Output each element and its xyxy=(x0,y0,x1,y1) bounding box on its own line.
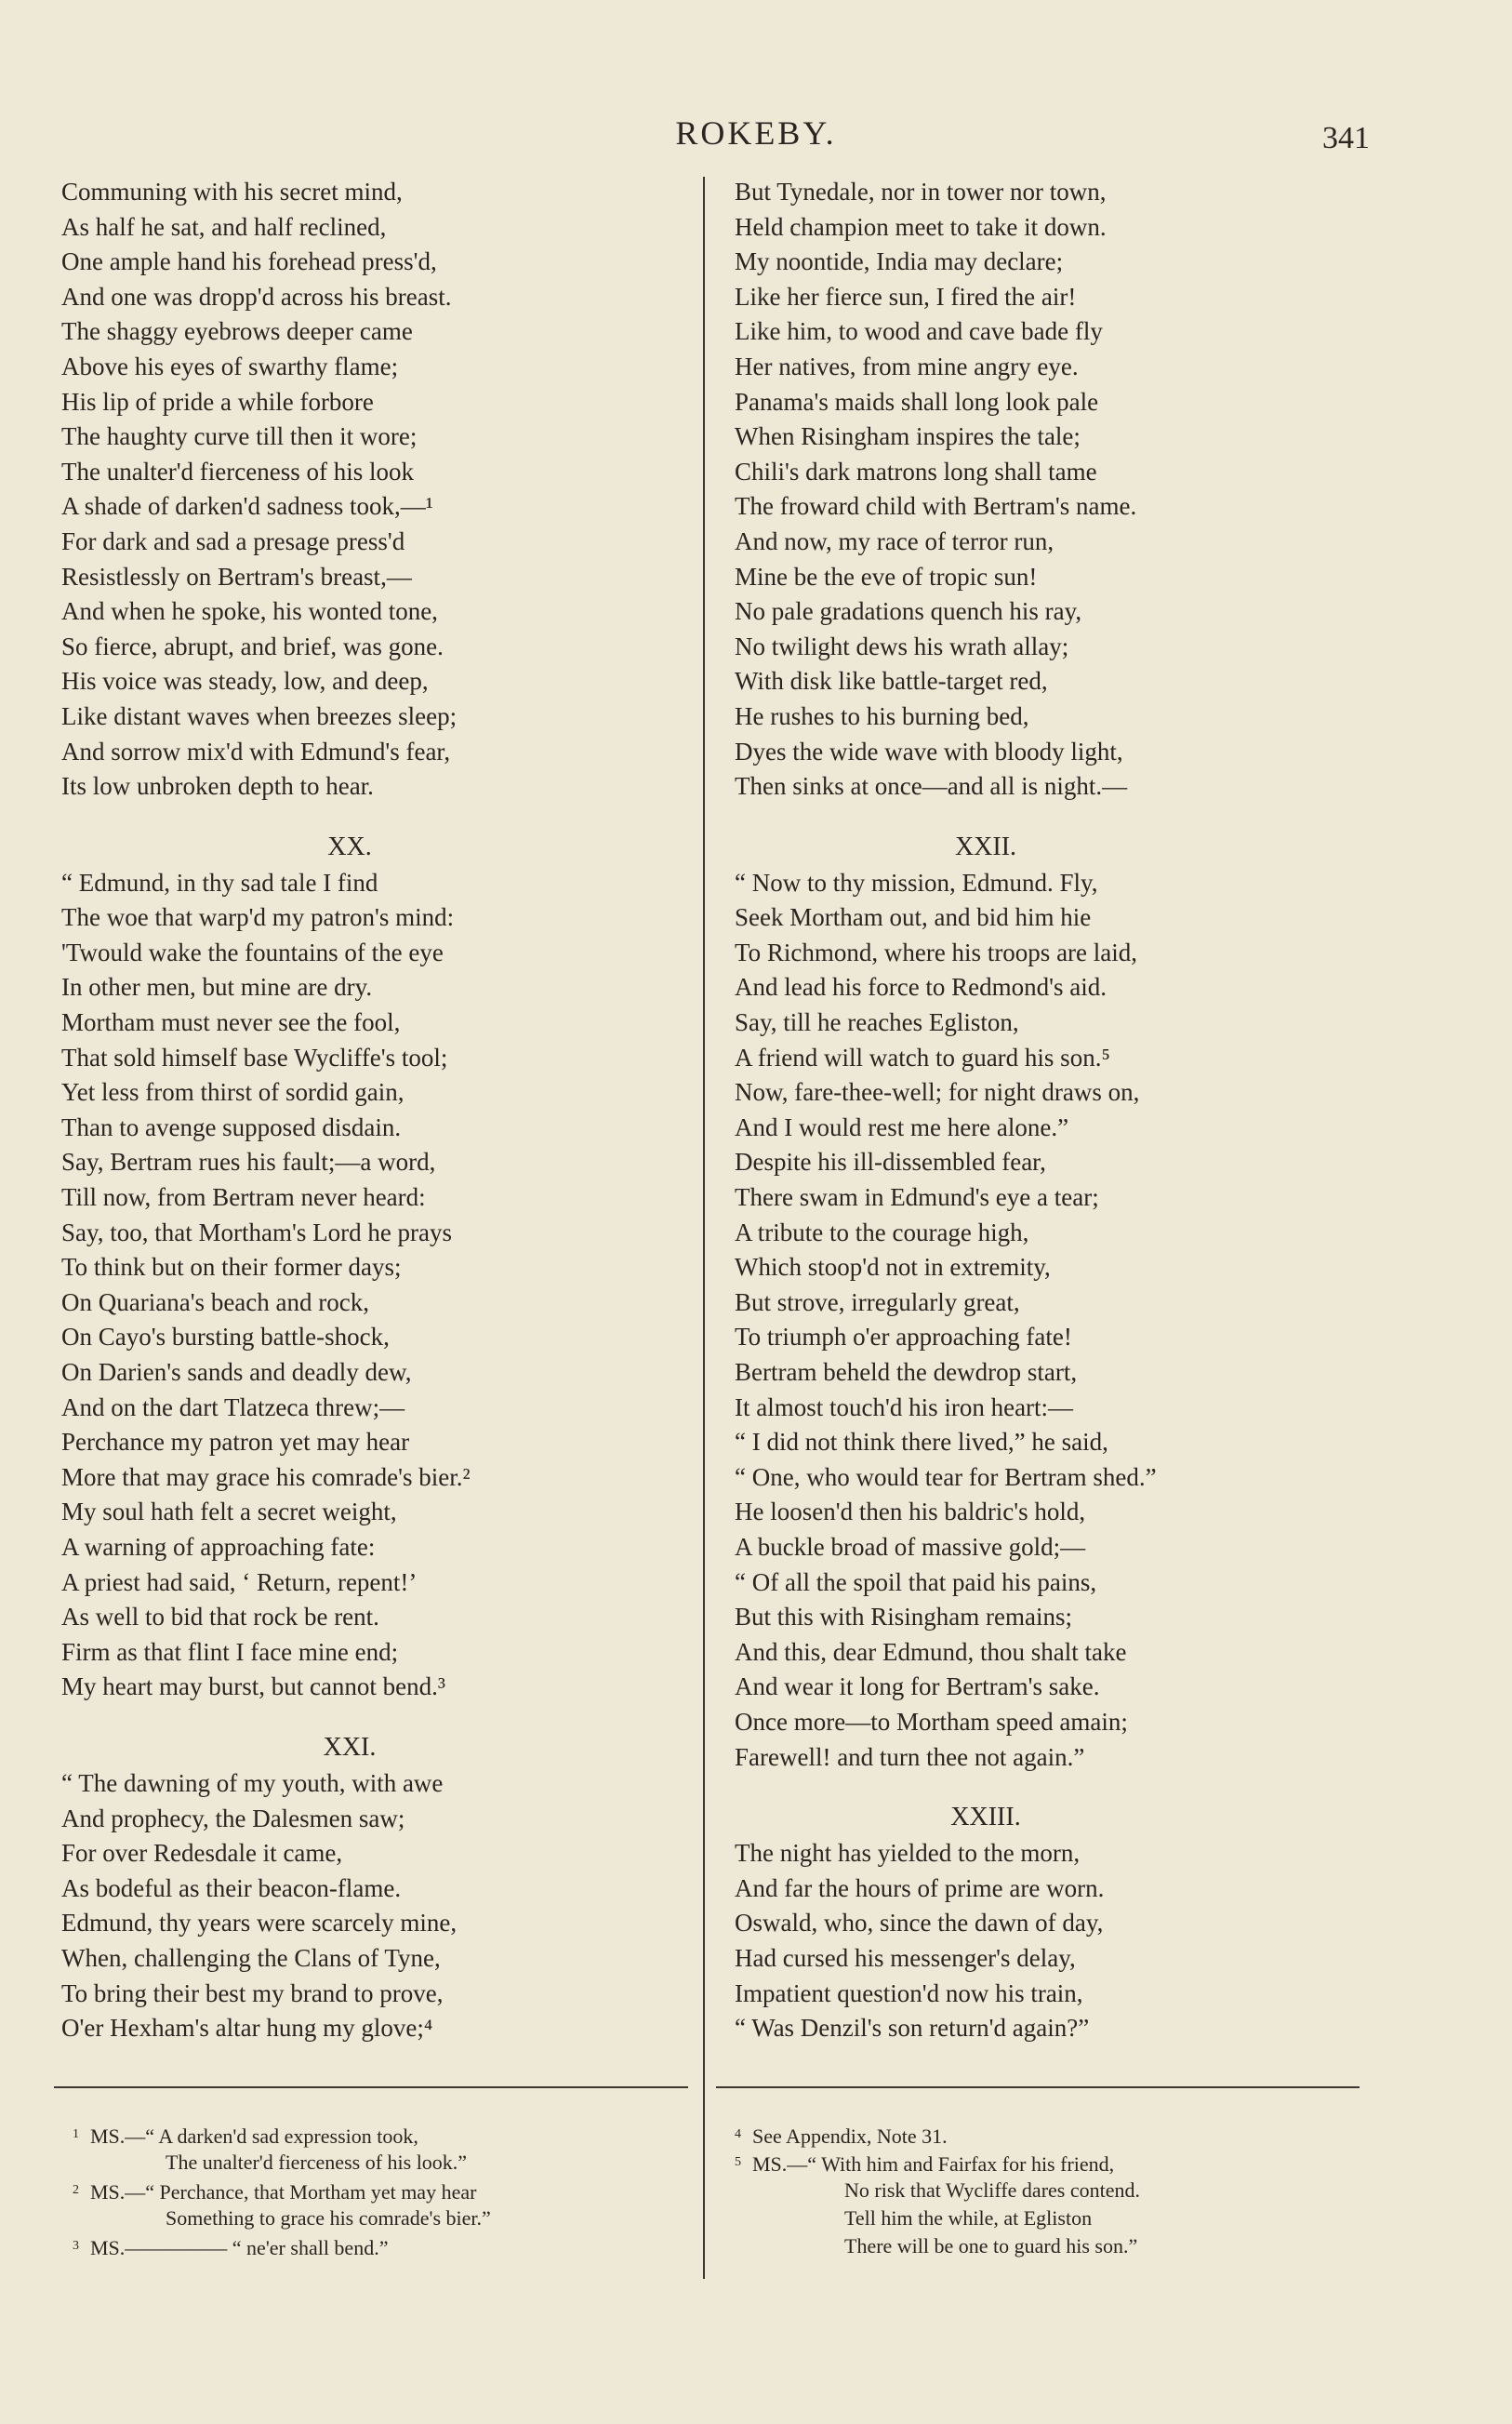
poem-line: And far the hours of prime are worn. xyxy=(735,1873,1105,1902)
poem-line: Bertram beheld the dewdrop start, xyxy=(735,1358,1078,1386)
stanza-number: XX. xyxy=(327,832,372,861)
poem-line: As well to bid that rock be rent. xyxy=(61,1603,379,1632)
poem-line: His voice was steady, low, and deep, xyxy=(61,667,429,696)
footnote-marker: 2 xyxy=(73,2183,79,2197)
poem-line: “ Now to thy mission, Edmund. Fly, xyxy=(735,868,1098,897)
poem-line: There swam in Edmund's eye a tear; xyxy=(735,1183,1099,1212)
poem-lines xyxy=(61,175,694,805)
poem-line: Mine be the eve of tropic sun! xyxy=(735,562,1038,591)
poem-line: More that may grace his comrade's bier.² xyxy=(61,1462,471,1491)
poem-line: So fierce, abrupt, and brief, was gone. xyxy=(61,632,444,660)
footnote-marker: 5 xyxy=(735,2155,741,2169)
footnote-text: MS.—“ With him and Fairfax for his friend, xyxy=(752,2152,1115,2176)
footnote-text: Something to grace his comrade's bier.” xyxy=(166,2206,491,2230)
poem-line: On Quariana's beach and rock, xyxy=(61,1287,369,1316)
stanza-xx xyxy=(61,829,694,1705)
poem-line: And lead his force to Redmond's aid. xyxy=(735,973,1107,1002)
footnote-text: MS.————— “ ne'er shall bend.” xyxy=(90,2236,389,2259)
footnote-3 xyxy=(73,2232,686,2260)
poem-line: The woe that warp'd my patron's mind: xyxy=(61,903,455,932)
poem-line: For over Redesdale it came, xyxy=(61,1839,343,1868)
poem-line: Say, Bertram rues his fault;—a word, xyxy=(61,1148,436,1177)
poem-line: “ Of all the spoil that paid his pains, xyxy=(735,1567,1097,1596)
poem-line: Till now, from Bertram never heard: xyxy=(61,1183,426,1212)
footnote-2 xyxy=(73,2177,686,2204)
left-column xyxy=(61,175,694,2046)
poem-line: Panama's maids shall long look pale xyxy=(735,387,1099,416)
footnotes-right xyxy=(735,2121,1367,2260)
poem-line: And sorrow mix'd with Edmund's fear, xyxy=(61,737,451,766)
page-header xyxy=(0,113,1512,160)
footnote-text: No risk that Wycliffe dares contend. xyxy=(844,2178,1140,2202)
poem-line: That sold himself base Wycliffe's tool; xyxy=(61,1043,448,1072)
poem-line: My heart may burst, but cannot bend.³ xyxy=(61,1672,446,1701)
poem-line: My noontide, India may declare; xyxy=(735,247,1064,276)
poem-line: On Darien's sands and deadly dew, xyxy=(61,1358,412,1386)
footnote-text: The unalter'd fierceness of his look.” xyxy=(166,2151,468,2174)
poem-line: As half he sat, and half reclined, xyxy=(61,212,387,241)
poem-line: “ I did not think there lived,” he said, xyxy=(735,1428,1108,1457)
poem-line: It almost touch'd his iron heart:— xyxy=(735,1392,1074,1421)
poem-line: One ample hand his forehead press'd, xyxy=(61,247,437,276)
poem-line: Perchance my patron yet may hear xyxy=(61,1428,410,1457)
poem-line: Yet less from thirst of sordid gain, xyxy=(61,1078,405,1107)
footnote-4 xyxy=(735,2121,1367,2149)
poem-line: And now, my race of terror run, xyxy=(735,526,1054,555)
poem-line: Oswald, who, since the dawn of day, xyxy=(735,1909,1104,1938)
poem-line: And on the dart Tlatzeca threw;— xyxy=(61,1392,405,1421)
poem-line: A warning of approaching fate: xyxy=(61,1532,376,1561)
poem-line: And this, dear Edmund, thou shalt take xyxy=(735,1637,1127,1666)
poem-line: A buckle broad of massive gold;— xyxy=(735,1532,1086,1561)
poem-line: But Tynedale, nor in tower nor town, xyxy=(735,178,1107,206)
stanza-gap xyxy=(61,805,694,829)
poem-line: Above his eyes of swarthy flame; xyxy=(61,352,399,380)
poem-line: To bring their best my brand to prove, xyxy=(61,1978,444,2007)
poem-line: And I would rest me here alone.” xyxy=(735,1112,1069,1141)
poem-line: 'Twould wake the fountains of the eye xyxy=(61,938,444,966)
footnote-rule xyxy=(716,2086,1359,2088)
poem-line: Communing with his secret mind, xyxy=(61,178,403,206)
poem-line: To Richmond, where his troops are laid, xyxy=(735,938,1138,966)
poem-line: Like her fierce sun, I fired the air! xyxy=(735,282,1077,311)
poem-line: And when he spoke, his wonted tone, xyxy=(61,597,438,626)
poem-line: The night has yielded to the morn, xyxy=(735,1839,1081,1868)
poem-line: No pale gradations quench his ray, xyxy=(735,597,1082,626)
poem-line: Edmund, thy years were scarcely mine, xyxy=(61,1909,458,1938)
poem-line: “ Edmund, in thy sad tale I find xyxy=(61,868,378,897)
stanza-gap xyxy=(735,1775,1441,1799)
poem-line: Than to avenge supposed disdain. xyxy=(61,1112,402,1141)
right-column xyxy=(735,175,1441,2046)
poem-line: Say, till he reaches Egliston, xyxy=(735,1008,1019,1037)
footnote-text: MS.—“ Perchance, that Mortham yet may hear xyxy=(90,2180,477,2204)
poem-line: “ Was Denzil's son return'd again?” xyxy=(735,2014,1090,2043)
poem-line: A priest had said, ‘ Return, repent!’ xyxy=(61,1567,418,1596)
poem-line: He rushes to his burning bed, xyxy=(735,701,1029,730)
poem-line: When, challenging the Clans of Tyne, xyxy=(61,1943,441,1972)
footnote-marker: 4 xyxy=(735,2127,741,2141)
page-number: 341 xyxy=(1322,121,1370,155)
poem-line: To think but on their former days; xyxy=(61,1253,402,1282)
column-divider xyxy=(703,177,705,2279)
poem-line: Firm as that flint I face mine end; xyxy=(61,1637,399,1666)
poem-line: In other men, but mine are dry. xyxy=(61,973,373,1002)
poem-line: Now, fare-thee-well; for night draws on, xyxy=(735,1078,1140,1107)
poem-line: Which stoop'd not in extremity, xyxy=(735,1253,1051,1282)
poem-line: As bodeful as their beacon-flame. xyxy=(61,1873,402,1902)
poem-line: Then sinks at once—and all is night.— xyxy=(735,772,1128,801)
stanza-number: XXII. xyxy=(954,832,1017,861)
poem-line: With disk like battle-target red, xyxy=(735,667,1048,696)
poem-line: Impatient question'd now his train, xyxy=(735,1978,1083,2007)
poem-line: Mortham must never see the fool, xyxy=(61,1008,401,1037)
footnotes-left xyxy=(73,2121,686,2260)
poem-line: Dyes the wide wave with bloody light, xyxy=(735,737,1123,766)
poem-line: But this with Risingham remains; xyxy=(735,1603,1072,1632)
stanza-xxi xyxy=(61,1729,694,2046)
stanza-xxiii xyxy=(735,1799,1441,2046)
poem-line: Her natives, from mine angry eye. xyxy=(735,352,1079,380)
poem-line: O'er Hexham's altar hung my glove;⁴ xyxy=(61,2014,433,2043)
stanza-gap xyxy=(61,1705,694,1729)
footnote-rule xyxy=(54,2086,688,2088)
poem-line: Farewell! and turn thee not again.” xyxy=(735,1742,1085,1771)
poem-line: And prophecy, the Dalesmen saw; xyxy=(61,1804,405,1832)
footnote-1 xyxy=(73,2121,686,2149)
poem-line: To triumph o'er approaching fate! xyxy=(735,1323,1072,1352)
stanza-number: XXI. xyxy=(323,1732,377,1762)
poem-line: Chili's dark matrons long shall tame xyxy=(735,457,1097,486)
poem-line: Like distant waves when breezes sleep; xyxy=(61,701,458,730)
poem-line: But strove, irregularly great, xyxy=(735,1287,1020,1316)
running-title: ROKEBY. xyxy=(675,114,837,152)
poem-line: “ One, who would tear for Bertram shed.” xyxy=(735,1462,1157,1491)
poem-lines xyxy=(735,175,1441,805)
poem-line: Once more—to Mortham speed amain; xyxy=(735,1707,1128,1736)
poem-line: His lip of pride a while forbore xyxy=(61,387,374,416)
poem-line: For dark and sad a presage press'd xyxy=(61,526,405,555)
poem-line: And one was dropp'd across his breast. xyxy=(61,282,452,311)
poem-line: A friend will watch to guard his son.⁵ xyxy=(735,1043,1110,1072)
poem-line: Like him, to wood and cave bade fly xyxy=(735,317,1103,346)
poem-line: My soul hath felt a secret weight, xyxy=(61,1498,397,1526)
footnote-marker: 1 xyxy=(73,2127,79,2141)
poem-line: “ The dawning of my youth, with awe xyxy=(61,1768,444,1797)
stanza-xxii xyxy=(735,829,1441,1775)
footnote-5 xyxy=(735,2149,1367,2177)
footnote-text: See Appendix, Note 31. xyxy=(752,2124,948,2148)
poem-line: And wear it long for Bertram's sake. xyxy=(735,1672,1100,1701)
poem-line: Despite his ill-dissembled fear, xyxy=(735,1148,1046,1177)
footnote-text: Tell him the while, at Egliston xyxy=(844,2206,1093,2230)
poem-line: The shaggy eyebrows deeper came xyxy=(61,317,413,346)
poem-line: The unalter'd fierceness of his look xyxy=(61,457,414,486)
footnote-text: There will be one to guard his son.” xyxy=(844,2234,1138,2258)
stanza-number: XXIII. xyxy=(950,1803,1021,1832)
poem-line: A shade of darken'd sadness took,—¹ xyxy=(61,492,433,521)
footnote-text: MS.—“ A darken'd sad expression took, xyxy=(90,2124,418,2148)
poem-line: Say, too, that Mortham's Lord he prays xyxy=(61,1218,453,1246)
poem-line: A tribute to the courage high, xyxy=(735,1218,1029,1246)
poem-line: No twilight dews his wrath allay; xyxy=(735,632,1069,660)
poem-line: On Cayo's bursting battle-shock, xyxy=(61,1323,390,1352)
poem-line: Resistlessly on Bertram's breast,— xyxy=(61,562,412,591)
poem-line: Had cursed his messenger's delay, xyxy=(735,1943,1076,1972)
poem-line: Held champion meet to take it down. xyxy=(735,212,1107,241)
poem-line: When Risingham inspires the tale; xyxy=(735,422,1081,451)
poem-line: Its low unbroken depth to hear. xyxy=(61,772,374,801)
footnote-marker: 3 xyxy=(73,2239,79,2253)
poem-line: The froward child with Bertram's name. xyxy=(735,492,1137,521)
poem-line: He loosen'd then his baldric's hold, xyxy=(735,1498,1086,1526)
stanza-gap xyxy=(735,805,1441,829)
poem-line: Seek Mortham out, and bid him hie xyxy=(735,903,1092,932)
poem-line: The haughty curve till then it wore; xyxy=(61,422,418,451)
